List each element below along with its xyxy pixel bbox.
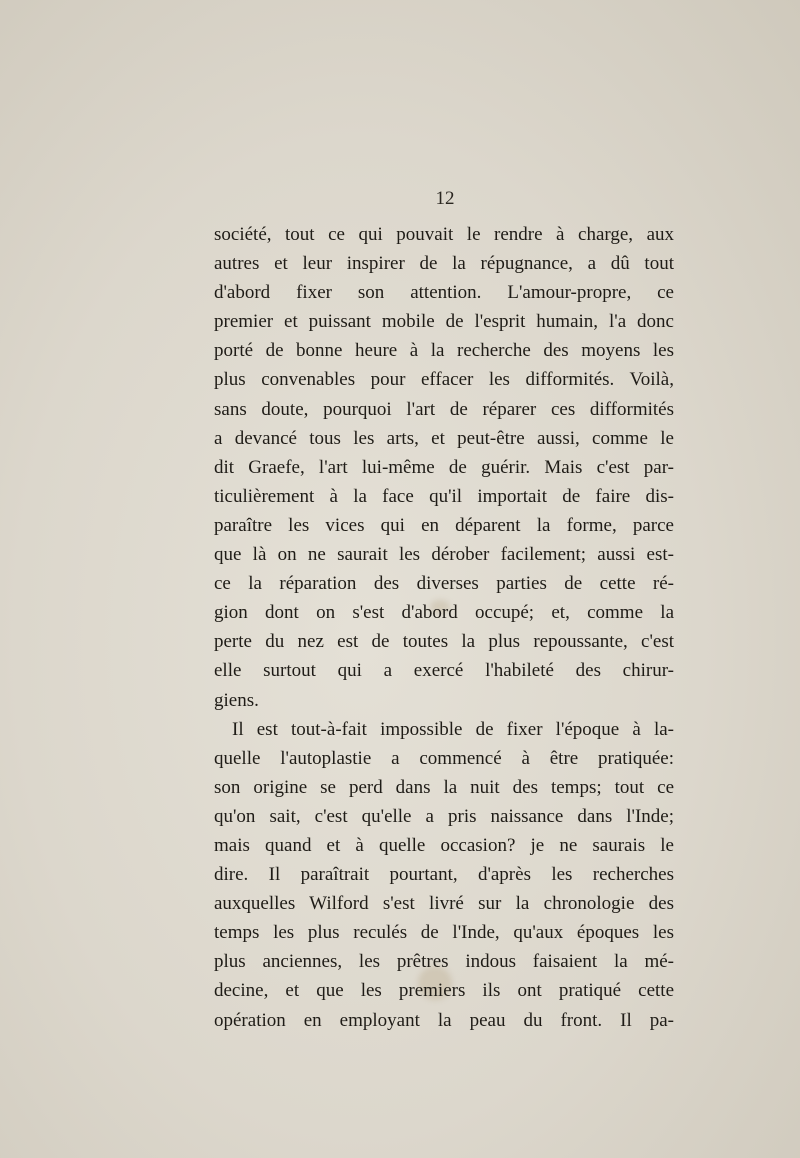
text-line: société, tout ce qui pouvait le rendre à charge, aux xyxy=(214,224,674,245)
text-line: qu'on sait, c'est qu'elle a pris naissance dans l'Inde; xyxy=(214,805,674,827)
text-line: decine, et que les premiers ils ont pratiqué cette xyxy=(214,980,674,1002)
text-line: perte du nez est de toutes la plus repoussante, c'est xyxy=(214,631,674,653)
text-line: dit Graefe, l'art lui-même de guérir. Mais c'est par- xyxy=(214,456,674,478)
text-line: ce la réparation des diverses parties de cette ré- xyxy=(214,573,674,595)
text-line: sans doute, pourquoi l'art de réparer ces difformités xyxy=(214,398,674,420)
text-line: a devancé tous les arts, et peut-être aussi, comme le xyxy=(214,427,674,449)
text-line: opération en employant la peau du front. Il pa- xyxy=(214,1009,674,1031)
text-line: porté de bonne heure à la recherche des moyens les xyxy=(214,340,674,362)
text-line: d'abord fixer son attention. L'amour-propre, ce xyxy=(214,282,674,304)
body-text xyxy=(214,220,674,1035)
text-line: ticulièrement à la face qu'il importait de faire dis- xyxy=(214,485,674,507)
text-line: plus convenables pour effacer les difformités. Voilà, xyxy=(214,369,674,391)
text-line: giens. xyxy=(214,689,259,711)
text-line: premier et puissant mobile de l'esprit humain, l'a donc xyxy=(214,311,674,333)
text-line: autres et leur inspirer de la répugnance, a dû tout xyxy=(214,253,674,275)
text-line: dire. Il paraîtrait pourtant, d'après les recherches xyxy=(214,864,674,886)
text-line: que là on ne saurait les dérober facilement; aussi est- xyxy=(214,544,674,566)
text-line: auxquelles Wilford s'est livré sur la chronologie des xyxy=(214,893,674,915)
text-line: mais quand et à quelle occasion? je ne saurais le xyxy=(214,834,674,856)
page-number: 12 xyxy=(435,188,455,209)
text-line: elle surtout qui a exercé l'habileté des chirur- xyxy=(214,660,674,682)
text-line: gion dont on s'est d'abord occupé; et, comme la xyxy=(214,602,674,624)
text-line: temps les plus reculés de l'Inde, qu'aux époques les xyxy=(214,922,674,944)
text-line: quelle l'autoplastie a commencé à être pratiquée: xyxy=(214,747,674,769)
text-line: Il est tout-à-fait impossible de fixer l'époque à la- xyxy=(232,718,674,740)
text-line: son origine se perd dans la nuit des temps; tout ce xyxy=(214,776,674,798)
text-line: paraître les vices qui en déparent la forme, parce xyxy=(214,514,674,536)
text-line: plus anciennes, les prêtres indous faisaient la mé- xyxy=(214,951,674,973)
